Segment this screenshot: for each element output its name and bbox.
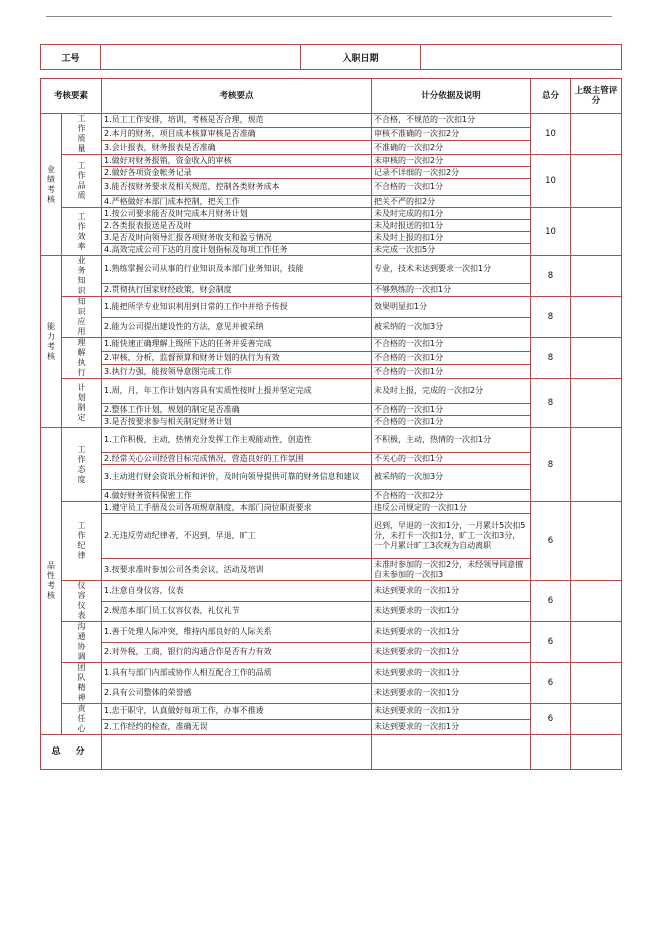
max-score-cell: 6 [531,581,571,622]
total-points-cell [102,735,372,770]
table-row [41,297,622,318]
basis-cell: 不合格的一次扣1分 [372,338,531,352]
basis-cell: 不关心的一次扣1分 [372,453,531,465]
total-supervisor-cell[interactable] [571,735,622,770]
join-date-field[interactable] [421,45,622,70]
employee-id-label: 工号 [41,45,101,70]
subcategory-cell: 工 作 纪 律 [62,502,102,581]
basis-cell: 未达到要求的一次扣1分 [372,663,531,684]
max-score-cell: 10 [531,208,571,256]
total-basis-cell [372,735,531,770]
supervisor-score-cell[interactable] [571,379,622,428]
col-total: 总分 [531,79,571,114]
supervisor-score-cell[interactable] [571,663,622,704]
evaluation-table [40,78,622,770]
table-row [41,256,622,284]
basis-cell: 专业，技术未达到要求一次扣1分 [372,256,531,284]
max-score-cell: 6 [531,663,571,704]
point-cell: 1.工作积极，主动，热情充分发挥工作主观能动性，创造性 [102,428,372,453]
point-cell: 1.忠于职守，认真做好每项工作，办事不推诿 [102,704,372,720]
subcategory-cell: 责 任 心 [62,704,102,735]
point-cell: 3.执行力强，能按领导意图完成工作 [102,365,372,379]
top-rule [46,16,612,17]
basis-cell: 未及时上报，完成的一次扣2分 [372,379,531,404]
table-row [41,663,622,684]
point-cell: 2.各类报表报送是否及时 [102,220,372,232]
max-score-cell: 6 [531,502,571,581]
basis-cell: 不合格，不规范的一次扣1分 [372,114,531,128]
basis-cell: 未达到要求的一次扣1分 [372,622,531,643]
point-cell: 2.能为公司提出建设性的方法，意见并被采纳 [102,317,372,338]
basis-cell: 未达到要求的一次扣1分 [372,581,531,602]
point-cell: 4.高效完成公司下达的月度计划指标及每项工作任务 [102,244,372,256]
point-cell: 4.做好财务资料保密工作 [102,490,372,502]
category-cell: 能 力 考 核 [41,256,62,428]
supervisor-score-cell[interactable] [571,428,622,502]
supervisor-score-cell[interactable] [571,114,622,155]
max-score-cell: 8 [531,256,571,297]
point-cell: 2.做好各项资金帐务记录 [102,167,372,179]
basis-cell: 不合格的一次扣1分 [372,416,531,428]
join-date-label: 入职日期 [301,45,421,70]
col-points: 考核要点 [102,79,372,114]
basis-cell: 未达到要求的一次扣1分 [372,719,531,735]
basis-cell: 不够熟练的一次扣1分 [372,283,531,296]
max-score-cell: 6 [531,704,571,735]
supervisor-score-cell[interactable] [571,297,622,338]
basis-cell: 迟到，早退的一次扣1分，一月累计5次扣5分，未打卡一次扣1分，旷工一次扣3分，一个月累计旷工3次视为自动离职 [372,514,531,559]
point-cell: 1.按公司要求能否及时完成本月财务计划 [102,208,372,220]
basis-cell: 违反公司规定的一次扣1分 [372,502,531,514]
total-score-cell[interactable] [531,735,571,770]
point-cell: 3.主动进行财会资讯分析和评价，及时向领导提供可靠的财务信息和建议 [102,465,372,490]
supervisor-score-cell[interactable] [571,208,622,256]
point-cell: 3.会计报表，财务报表是否准确 [102,141,372,155]
basis-cell: 未完成一次扣5分 [372,244,531,256]
supervisor-score-cell[interactable] [571,704,622,735]
table-row [41,704,622,720]
subcategory-cell: 团 队 精 神 [62,663,102,704]
max-score-cell: 10 [531,155,571,208]
subcategory-cell: 工 作 态 度 [62,428,102,502]
subcategory-cell: 计 划 制 定 [62,379,102,428]
max-score-cell: 8 [531,297,571,338]
point-cell: 4.严格做好本部门成本控制，把关工作 [102,196,372,208]
point-cell: 2.无违反劳动纪律者，不迟到，早退，旷工 [102,514,372,559]
total-label: 总 分 [41,735,102,770]
max-score-cell: 8 [531,428,571,502]
table-row [41,428,622,453]
category-cell: 品 性 考 核 [41,428,62,735]
point-cell: 1.善于处理人际冲突，维持内部良好的人际关系 [102,622,372,643]
basis-cell: 被采纳的一次加3分 [372,317,531,338]
basis-cell: 未达到要求的一次扣1分 [372,704,531,720]
point-cell: 3.是否及时向领导汇报各项财务收支和盈亏情况 [102,232,372,244]
basis-cell: 未及时上报的扣1分 [372,232,531,244]
subcategory-cell: 理 解 执 行 [62,338,102,379]
col-category: 考核要素 [41,79,102,114]
basis-cell: 不合格的一次扣1分 [372,179,531,196]
basis-cell: 未及时报送的扣1分 [372,220,531,232]
basis-cell: 不合格的一次扣2分 [372,490,531,502]
point-cell: 2.审核，分析，监督预算和财务计划的执行为有效 [102,351,372,365]
point-cell: 1.周，月，年工作计划内容具有实质性按时上报并坚定完成 [102,379,372,404]
subcategory-cell: 工 作 效 率 [62,208,102,256]
supervisor-score-cell[interactable] [571,256,622,297]
basis-cell: 不合格的一次扣1分 [372,365,531,379]
table-row [41,155,622,167]
point-cell: 2.规范本部门员工仪容仪表，礼仪礼节 [102,601,372,622]
supervisor-score-cell[interactable] [571,338,622,379]
basis-cell: 把关不严的扣2分 [372,196,531,208]
subcategory-cell: 业 务 知 识 [62,256,102,297]
subcategory-cell: 沟 通 协 调 [62,622,102,663]
basis-cell: 未达到要求的一次扣1分 [372,683,531,704]
max-score-cell: 10 [531,114,571,155]
point-cell: 2.工作经约的检查，准确无误 [102,719,372,735]
supervisor-score-cell[interactable] [571,622,622,663]
supervisor-score-cell[interactable] [571,502,622,581]
point-cell: 1.能把所学专业知识利用到日常的工作中并给予传授 [102,297,372,318]
basis-cell: 记录不详细的一次扣2分 [372,167,531,179]
point-cell: 2.整体工作计划，规划的制定是否准确 [102,404,372,416]
supervisor-score-cell[interactable] [571,155,622,208]
point-cell: 2.具有公司整体的荣誉感 [102,683,372,704]
basis-cell: 审核不准确的一次扣2分 [372,127,531,141]
point-cell: 2.贯彻执行国家财经政策，财会制度 [102,283,372,296]
point-cell: 2.本月的财务，项目成本核算审核是否准确 [102,127,372,141]
basis-cell: 不合格的一次扣1分 [372,404,531,416]
basis-cell: 未达到要求的一次扣1分 [372,642,531,663]
basis-cell: 未及时完成的扣1分 [372,208,531,220]
max-score-cell: 8 [531,379,571,428]
basis-cell: 效果明显扣1分 [372,297,531,318]
point-cell: 1.具有与部门内部或协作人相互配合工作的品质 [102,663,372,684]
col-basis: 计分依据及说明 [372,79,531,114]
subcategory-cell: 仪 容 仪 表 [62,581,102,622]
employee-id-field[interactable] [101,45,301,70]
table-row [41,338,622,352]
point-cell: 2.经常关心公司经营目标完成情况，营造良好的工作氛围 [102,453,372,465]
table-row [41,622,622,643]
table-row [41,581,622,602]
point-cell: 1.员工工作安排，培训，考核是否合理，规范 [102,114,372,128]
point-cell: 1.注意自身仪容，仪表 [102,581,372,602]
table-row [41,379,622,404]
basis-cell: 不合格的一次扣1分 [372,351,531,365]
basis-cell: 不准确的一次扣2分 [372,141,531,155]
subcategory-cell: 工 作 质 量 [62,114,102,155]
table-row [41,114,622,128]
basis-cell: 未达到要求的一次扣1分 [372,601,531,622]
evaluation-body [41,114,622,735]
basis-cell: 未准时参加的一次扣2分，未经领导同意擅自未参加的一次扣3 [372,559,531,581]
point-cell: 1.熟练掌握公司从事的行业知识及本部门业务知识，技能 [102,256,372,284]
max-score-cell: 8 [531,338,571,379]
point-cell: 3.是否按要求参与相关制定财务计划 [102,416,372,428]
table-row [41,208,622,220]
point-cell: 1.做好对财务报销，资金收入的审核 [102,155,372,167]
basis-cell: 被采纳的一次加3分 [372,465,531,490]
point-cell: 1.能快速正确理解上级所下达的任务并妥善完成 [102,338,372,352]
supervisor-score-cell[interactable] [571,581,622,622]
subcategory-cell: 工 作 品 质 [62,155,102,208]
table-row [41,502,622,514]
category-cell: 业 绩 考 核 [41,114,62,256]
col-supervisor: 上级主管评分 [571,79,622,114]
basis-cell: 不积极，主动，热情的一次扣1分 [372,428,531,453]
max-score-cell: 6 [531,622,571,663]
subcategory-cell: 知 识 应 用 [62,297,102,338]
point-cell: 2.对外税，工商，银行的沟通合作是否有力有效 [102,642,372,663]
employee-info-header [40,44,622,70]
basis-cell: 未审核的一次扣2分 [372,155,531,167]
point-cell: 1.遵守员工手册及公司各项规章制度，本部门岗位职责要求 [102,502,372,514]
point-cell: 3.能否按财务要求及相关规范，控制各类财务成本 [102,179,372,196]
point-cell: 3.按要求准时参加公司各类会议，活动及培训 [102,559,372,581]
